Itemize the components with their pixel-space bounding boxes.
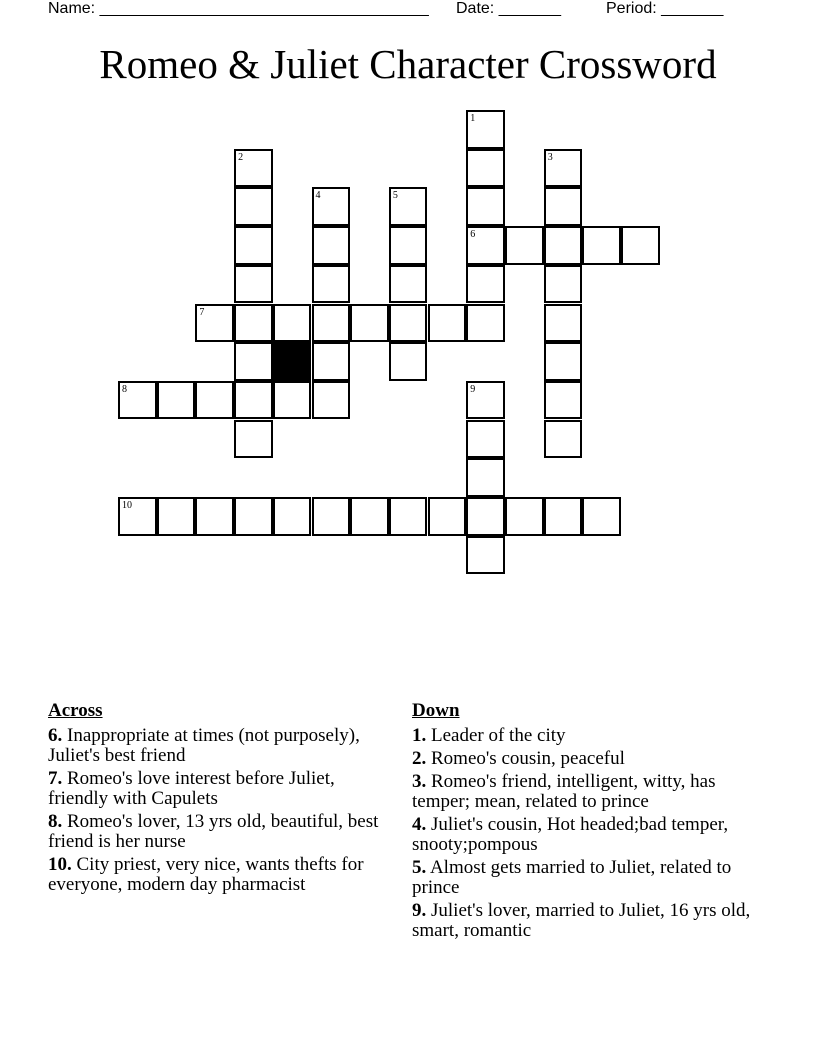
crossword-cell[interactable] [428, 497, 467, 536]
crossword-cell[interactable] [466, 420, 505, 459]
date-field[interactable]: Date: _______ [456, 0, 561, 17]
crossword-cell[interactable] [195, 497, 234, 536]
crossword-cell[interactable] [312, 265, 351, 304]
crossword-cell[interactable] [273, 381, 312, 420]
clue-text: Inappropriate at times (not purposely), Juliet's best friend [48, 725, 360, 766]
crossword-cell[interactable] [466, 226, 505, 265]
clue-text: Leader of the city [426, 725, 566, 746]
clue-number: 1. [412, 725, 427, 746]
cell-number: 2 [238, 151, 244, 163]
crossword-cell[interactable] [273, 304, 312, 343]
clue-text: Romeo's friend, intelligent, witty, has temper; mean, related to prince [412, 771, 716, 812]
period-field[interactable]: Period: _______ [606, 0, 724, 17]
across-clue-list [48, 726, 393, 895]
crossword-cell[interactable] [312, 304, 351, 343]
crossword-cell[interactable] [157, 497, 196, 536]
down-clues [412, 700, 762, 944]
crossword-cell[interactable] [466, 265, 505, 304]
clue-number: 10. [48, 854, 72, 875]
crossword-cell[interactable] [466, 458, 505, 497]
crossword-cell[interactable] [505, 497, 544, 536]
crossword-cell[interactable] [466, 187, 505, 226]
crossword-cell[interactable] [234, 304, 273, 343]
crossword-cell[interactable] [157, 381, 196, 420]
crossword-cell[interactable] [621, 226, 660, 265]
crossword-cell[interactable] [195, 304, 234, 343]
clue-text: Juliet's lover, married to Juliet, 16 yrs old, smart, romantic [412, 900, 751, 941]
clue-text: City priest, very nice, wants thefts for everyone, modern day pharmacist [48, 854, 364, 895]
crossword-cell[interactable] [544, 497, 583, 536]
crossword-cell[interactable] [234, 149, 273, 188]
crossword-cell[interactable] [350, 304, 389, 343]
across-clue-10 [48, 855, 393, 895]
crossword-cell[interactable] [273, 497, 312, 536]
down-heading: Down [412, 700, 460, 721]
crossword-cell[interactable] [466, 381, 505, 420]
cell-number: 7 [199, 306, 205, 318]
crossword-cell[interactable] [234, 226, 273, 265]
clue-number: 9. [412, 900, 427, 921]
crossword-cell[interactable] [234, 381, 273, 420]
black-cell [273, 342, 312, 381]
crossword-cell[interactable] [312, 381, 351, 420]
crossword-cell[interactable] [389, 265, 428, 304]
crossword-cell[interactable] [544, 265, 583, 304]
cell-number: 4 [315, 190, 321, 202]
clue-number: 2. [412, 748, 427, 769]
clue-number: 3. [412, 771, 427, 792]
clue-number: 8. [48, 811, 63, 832]
down-clue-3 [412, 772, 762, 812]
crossword-cell[interactable] [505, 226, 544, 265]
crossword-cell[interactable] [544, 304, 583, 343]
clue-text: Romeo's love interest before Juliet, friendly with Capulets [48, 768, 335, 809]
crossword-cell[interactable] [466, 110, 505, 149]
name-field[interactable]: Name: _____________________________________ [48, 0, 429, 17]
down-clue-9 [412, 901, 762, 941]
cell-number: 9 [470, 383, 476, 395]
crossword-cell[interactable] [544, 226, 583, 265]
cell-number: 10 [122, 500, 132, 511]
crossword-cell[interactable] [234, 265, 273, 304]
crossword-cell[interactable] [544, 381, 583, 420]
down-clue-4 [412, 815, 762, 855]
crossword-cell[interactable] [544, 187, 583, 226]
down-clue-list [412, 726, 762, 941]
cell-number: 1 [470, 113, 476, 124]
crossword-cell[interactable] [466, 497, 505, 536]
crossword-cell[interactable] [466, 536, 505, 575]
crossword-cell[interactable] [389, 342, 428, 381]
cell-number: 5 [392, 190, 398, 202]
clue-text: Romeo's lover, 13 yrs old, beautiful, best friend is her nurse [48, 811, 379, 852]
crossword-cell[interactable] [389, 226, 428, 265]
crossword-cell[interactable] [466, 304, 505, 343]
clue-text: Juliet's cousin, Hot headed;bad temper, snooty;pompous [412, 814, 729, 855]
crossword-cell[interactable] [582, 497, 621, 536]
crossword-cell[interactable] [234, 187, 273, 226]
page-title: Romeo & Juliet Character Crossword [99, 41, 717, 87]
crossword-cell[interactable] [544, 342, 583, 381]
crossword-cell[interactable] [428, 304, 467, 343]
cell-number: 3 [547, 151, 553, 163]
crossword-cell[interactable] [312, 497, 351, 536]
clue-number: 6. [48, 725, 63, 746]
crossword-cell[interactable] [234, 420, 273, 459]
crossword-cell[interactable] [312, 226, 351, 265]
across-clue-7 [48, 769, 393, 809]
crossword-cell[interactable] [118, 381, 157, 420]
clue-number: 7. [48, 768, 63, 789]
crossword-cell[interactable] [582, 226, 621, 265]
crossword-cell[interactable] [466, 149, 505, 188]
down-clue-5 [412, 858, 762, 898]
clue-number: 4. [412, 814, 427, 835]
clue-text: Romeo's cousin, peaceful [426, 748, 625, 769]
down-clue-1 [412, 726, 762, 746]
crossword-cell[interactable] [544, 420, 583, 459]
crossword-cell[interactable] [234, 342, 273, 381]
across-heading: Across [48, 700, 103, 721]
cell-number: 8 [122, 383, 127, 395]
clue-text: Almost gets married to Juliet, related to prince [412, 857, 732, 898]
crossword-cell[interactable] [350, 497, 389, 536]
across-clue-6 [48, 726, 393, 766]
down-clue-2 [412, 749, 762, 769]
crossword-cell[interactable] [195, 381, 234, 420]
across-clues [48, 700, 393, 898]
crossword-cell[interactable] [118, 497, 157, 536]
cell-number: 6 [470, 229, 476, 241]
clue-number: 5. [412, 857, 427, 878]
crossword-cell[interactable] [389, 187, 428, 226]
crossword-cell[interactable] [389, 497, 428, 536]
crossword-cell[interactable] [312, 187, 351, 226]
crossword-cell[interactable] [234, 497, 273, 536]
across-clue-8 [48, 812, 393, 852]
crossword-cell[interactable] [389, 304, 428, 343]
crossword-cell[interactable] [544, 149, 583, 188]
crossword-cell[interactable] [312, 342, 351, 381]
